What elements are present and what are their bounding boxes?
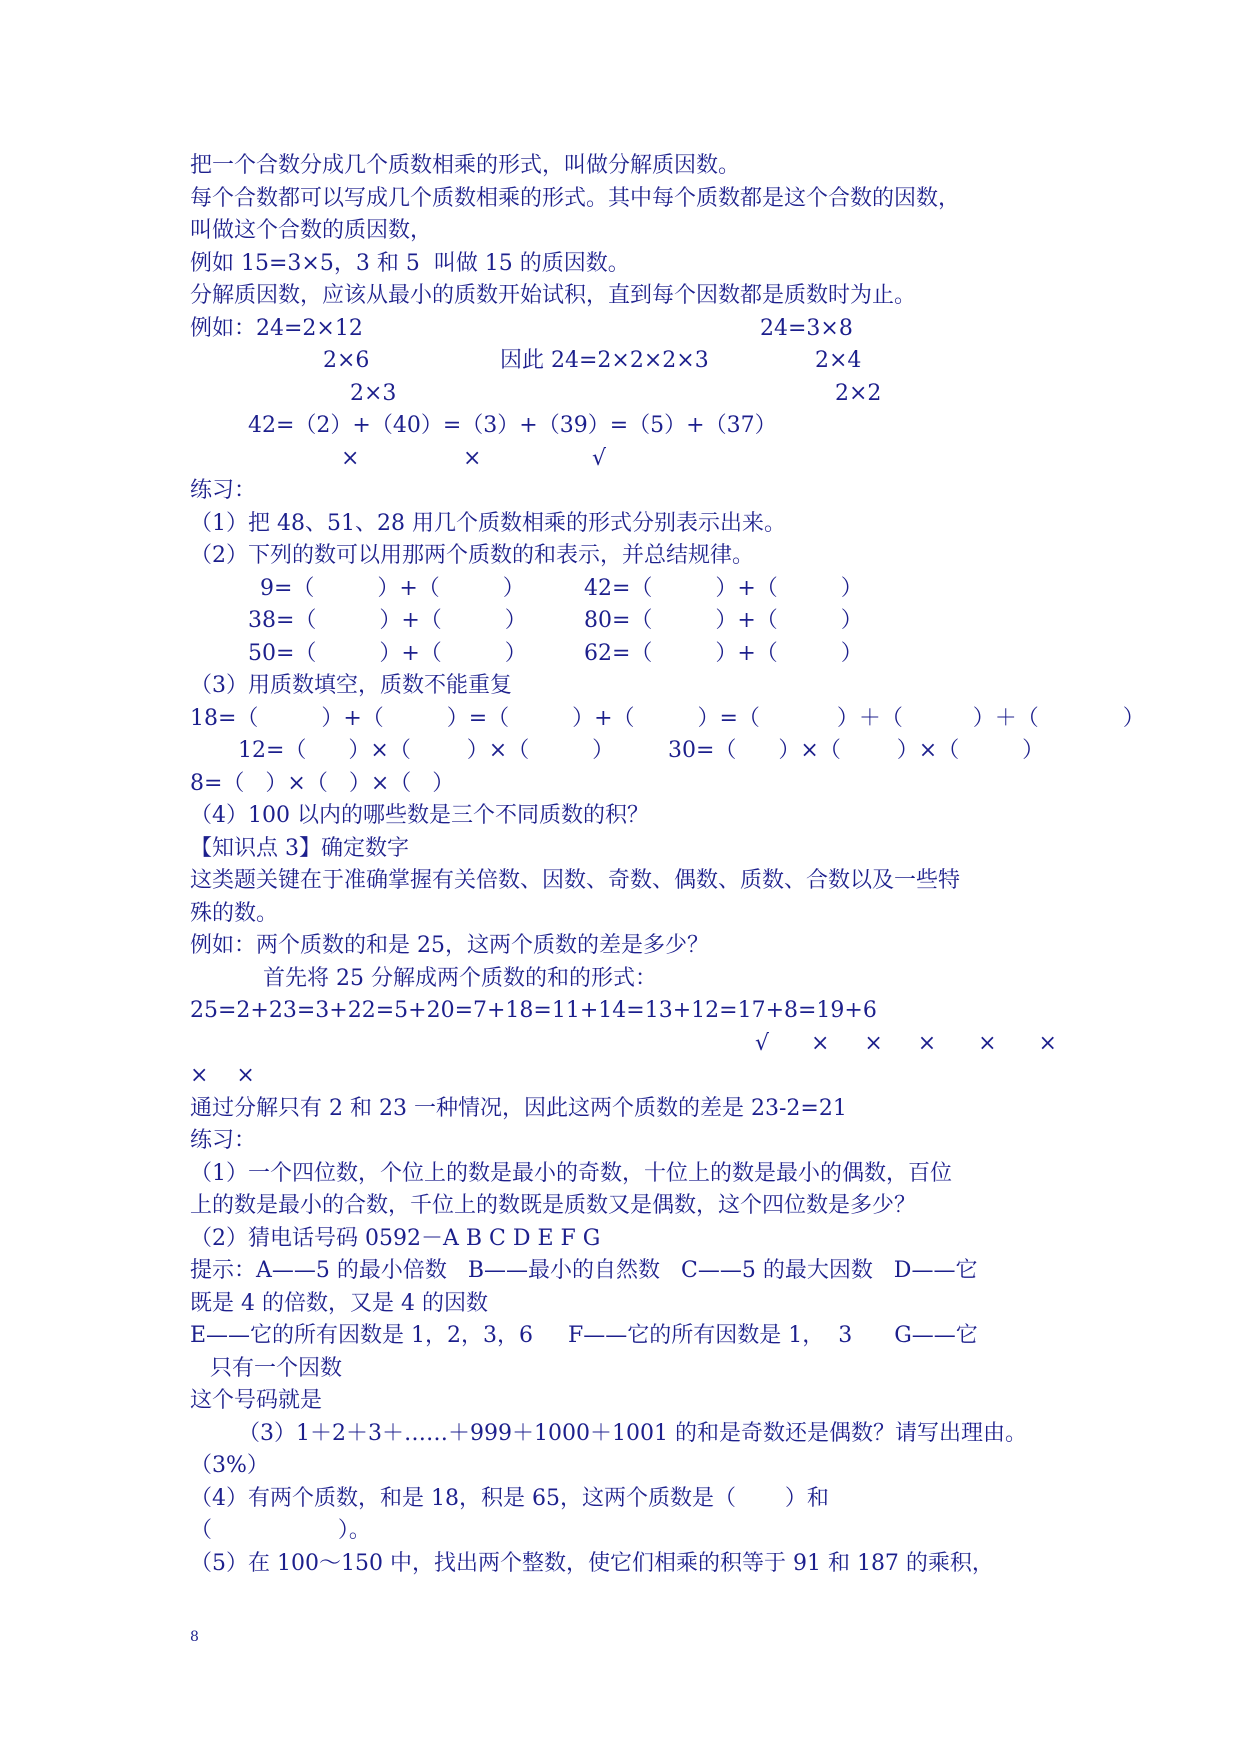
text-line: 2×3: [350, 381, 397, 406]
text-line: 25=2+23=3+22=5+20=7+18=11+14=13+12=17+8=19+6: [190, 998, 877, 1023]
text-line: 分解质因数，应该从最小的质数开始试积，直到每个因数都是质数时为止。: [190, 283, 917, 308]
page-number: 8: [190, 1629, 199, 1645]
text-line: 因此 24=2×2×2×3: [500, 348, 709, 373]
text-line: 2×6: [323, 348, 370, 373]
text-line: （4）有两个质数，和是 18，积是 65，这两个质数是（ ）和: [190, 1486, 829, 1511]
text-line: 18=（ ）+（ ）=（ ）+（ ）=（ ）＋（ ）＋（ ）: [190, 706, 1145, 731]
text-line: 练习：: [190, 478, 257, 503]
text-line: 只有一个因数: [210, 1356, 343, 1381]
text-line: 38=（ ）+（ ）: [248, 608, 527, 633]
text-line: 提示：A——5 的最小倍数 B——最小的自然数 C——5 的最大因数 D——它: [190, 1258, 978, 1283]
text-line: （1）一个四位数，个位上的数是最小的奇数，十位上的数是最小的偶数，百位: [190, 1161, 952, 1186]
cross-mark: ×: [341, 446, 360, 471]
text-line: 例如 15=3×5，3 和 5 叫做 15 的质因数。: [190, 251, 630, 276]
text-line: 9=（ ）+（ ）: [260, 576, 525, 601]
text-line: （5）在 100～150 中，找出两个整数，使它们相乘的积等于 91 和 187 的乘积，: [190, 1551, 994, 1576]
text-line: 30=（ ）×（ ）×（ ）: [668, 738, 1045, 763]
text-line: 42=（2）+（40）=（3）+（39）=（5）+（37）: [248, 413, 777, 438]
text-line: 42=（ ）+（ ）: [584, 576, 863, 601]
check-mark: √: [592, 446, 607, 471]
text-line: 例如：两个质数的和是 25，这两个质数的差是多少？: [190, 933, 709, 958]
text-line: 这个号码就是: [190, 1388, 323, 1413]
text-line: （3）用质数填空，质数不能重复: [190, 673, 512, 698]
marks-row: × ×: [190, 1063, 255, 1088]
text-line: 把一个合数分成几个质数相乘的形式，叫做分解质因数。: [190, 153, 741, 178]
text-line: 62=（ ）+（ ）: [584, 641, 863, 666]
text-line: 每个合数都可以写成几个质数相乘的形式。其中每个质数都是这个合数的因数，: [190, 186, 961, 211]
text-line: 50=（ ）+（ ）: [248, 641, 527, 666]
text-line: 这类题关键在于准确掌握有关倍数、因数、奇数、偶数、质数、合数以及一些特: [190, 868, 961, 893]
text-line: 上的数是最小的合数，千位上的数既是质数又是偶数，这个四位数是多少？: [190, 1193, 917, 1218]
text-line: 2×2: [835, 381, 882, 406]
text-line: 24=3×8: [760, 316, 853, 341]
text-line: 12=（ ）×（ ）×（ ）: [238, 738, 615, 763]
text-line: 叫做这个合数的质因数，: [190, 218, 433, 243]
text-line: （ ）。: [190, 1518, 371, 1543]
section-heading: 【知识点 3】确定数字: [190, 836, 409, 861]
text-line: （2）猜电话号码 0592－A B C D E F G: [190, 1226, 601, 1251]
text-line: （3）1＋2＋3＋……＋999＋1000＋1001 的和是奇数还是偶数？请写出理由。: [238, 1421, 1027, 1446]
text-line: 练习：: [190, 1128, 257, 1153]
text-line: 8=（ ）×（ ）×（ ）: [190, 771, 455, 796]
text-line: 通过分解只有 2 和 23 一种情况，因此这两个质数的差是 23-2=21: [190, 1096, 847, 1121]
marks-row: √ × × × × ×: [755, 1031, 1057, 1056]
text-line: 2×4: [815, 348, 862, 373]
text-line: （2）下列的数可以用那两个质数的和表示，并总结规律。: [190, 543, 754, 568]
text-line: （3%）: [190, 1453, 269, 1478]
text-line: （1）把 48、51、28 用几个质数相乘的形式分别表示出来。: [190, 511, 786, 536]
text-line: 既是 4 的倍数，又是 4 的因数: [190, 1291, 488, 1316]
text-line: E——它的所有因数是 1，2，3，6 F——它的所有因数是 1， 3 G——它: [190, 1323, 978, 1348]
text-line: （4）100 以内的哪些数是三个不同质数的积？: [190, 803, 649, 828]
text-line: 首先将 25 分解成两个质数的和的形式：: [263, 966, 657, 991]
text-line: 殊的数。: [190, 901, 279, 926]
text-line: 80=（ ）+（ ）: [584, 608, 863, 633]
cross-mark: ×: [463, 446, 482, 471]
text-line: 例如：24=2×12: [190, 316, 363, 341]
